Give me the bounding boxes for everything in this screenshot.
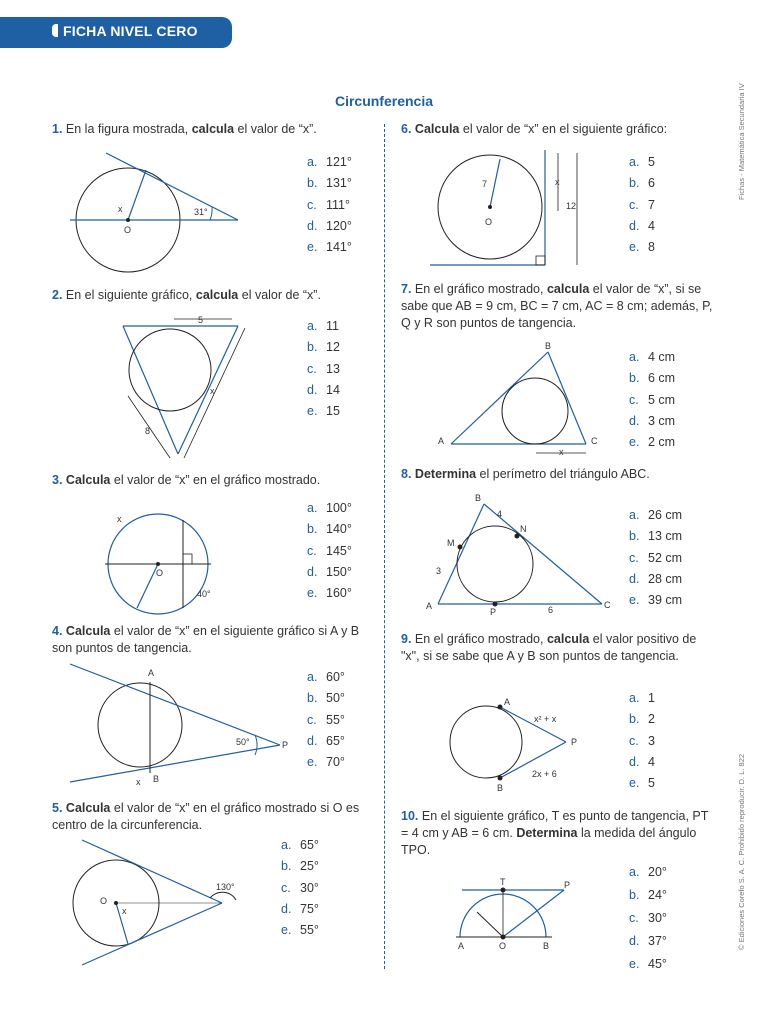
svg-text:x: x [555, 177, 560, 187]
side-caption-bottom: © Ediciones Corefo S. A. C. Prohibido reproducir. D. L. 822 [737, 753, 746, 950]
option-e: e. 8 [629, 240, 655, 255]
figure-q3 [105, 506, 225, 618]
option-a: a. 65° [281, 838, 319, 852]
question-number: 1. [52, 122, 63, 136]
options-q3 [307, 501, 352, 607]
svg-text:A: A [458, 941, 465, 951]
option-a: a. 121° [307, 155, 352, 169]
option-a: a. 60° [307, 670, 345, 684]
svg-text:C: C [604, 600, 611, 610]
svg-text:12: 12 [566, 201, 577, 211]
option-b: b. 140° [307, 522, 352, 537]
question-4: 4. Calcula el valor de “x” en el siguiente gráfico si A y B son puntos de tangencia. [52, 624, 360, 655]
option-c: c. 13 [307, 361, 340, 376]
options-q2 [307, 319, 340, 425]
question-10: 10. En el siguiente gráfico, T es punto de tangencia, PT = 4 cm y AB = 6 cm. Determina la medida del ángulo TPO. [401, 809, 709, 857]
figure-q7 [436, 340, 606, 460]
svg-text:M: M [447, 538, 455, 548]
option-e: e. 45° [629, 957, 667, 971]
figure-q1 [70, 148, 250, 276]
options-q5 [281, 838, 319, 944]
option-c: c. 30° [629, 911, 667, 925]
svg-text:B: B [475, 493, 482, 503]
question-5: 5. Calcula el valor de “x” en el gráfico mostrado si O es centro de la circunferencia. [52, 801, 360, 832]
option-a: a. 26 cm [629, 508, 683, 522]
svg-text:x: x [559, 447, 564, 457]
svg-text:B: B [497, 783, 504, 793]
option-e: e. 141° [307, 240, 352, 255]
figure-q10 [452, 875, 582, 951]
svg-text:x: x [117, 514, 122, 524]
question-text: el valor de “x”. [234, 122, 317, 136]
option-e: e. 55° [281, 923, 319, 938]
header-title: FICHA NIVEL CERO [63, 23, 198, 39]
option-d: d. 4 [629, 218, 655, 233]
svg-text:A: A [426, 601, 433, 611]
option-a: a. 5 [629, 155, 655, 169]
option-e: e. 160° [307, 586, 352, 601]
svg-text:x: x [136, 777, 141, 787]
svg-text:x: x [118, 204, 123, 214]
header-marker-icon [52, 24, 58, 37]
option-a: a. 20° [629, 865, 667, 879]
page-title: Circunferencia [334, 93, 434, 109]
svg-text:B: B [543, 941, 550, 951]
option-a: a. 100° [307, 501, 352, 515]
option-b: b. 13 cm [629, 529, 683, 544]
option-e: e. 2 cm [629, 435, 676, 450]
option-b: b. 12 [307, 340, 340, 355]
options-q6 [629, 155, 655, 261]
option-c: c. 7 [629, 197, 655, 212]
option-d: d. 120° [307, 218, 352, 233]
svg-text:5: 5 [198, 315, 204, 325]
figure-q2 [118, 314, 253, 462]
svg-text:31°: 31° [194, 207, 208, 217]
svg-text:O: O [100, 896, 108, 906]
svg-text:O: O [124, 225, 132, 235]
option-b: b. 6 cm [629, 371, 676, 386]
figure-q5 [70, 840, 248, 968]
question-9: 9. En el gráfico mostrado, calcula el valor positivo de "x", si se sabe que A y B son puntos de tangencia. [401, 632, 697, 663]
svg-text:P: P [564, 880, 571, 890]
option-c: c. 52 cm [629, 550, 683, 565]
figure-q8 [424, 490, 620, 616]
option-d: d. 4 [629, 754, 655, 769]
option-b: b. 2 [629, 712, 655, 727]
svg-text:A: A [438, 436, 445, 446]
question-3: 3. Calcula el valor de “x” en el gráfico mostrado. [52, 473, 321, 487]
svg-text:2x + 6: 2x + 6 [532, 769, 557, 779]
svg-text:C: C [591, 436, 598, 446]
svg-text:P: P [282, 740, 289, 750]
svg-text:3: 3 [436, 566, 442, 576]
option-c: c. 5 cm [629, 392, 676, 407]
question-1 [52, 121, 372, 138]
svg-text:B: B [545, 341, 552, 351]
svg-text:x: x [210, 386, 215, 396]
question-verb: calcula [191, 122, 235, 136]
svg-text:50°: 50° [236, 737, 250, 747]
svg-text:T: T [500, 877, 506, 887]
option-e: e. 70° [307, 755, 345, 770]
option-a: a. 11 [307, 319, 339, 333]
svg-text:P: P [490, 607, 497, 617]
option-c: c. 30° [281, 880, 319, 895]
svg-text:P: P [571, 737, 578, 747]
svg-text:130°: 130° [216, 882, 235, 892]
svg-text:B: B [153, 774, 160, 784]
options-q1 [307, 155, 352, 261]
question-2: 2. En el siguiente gráfico, calcula el valor de “x”. [52, 288, 321, 302]
svg-text:O: O [156, 568, 164, 578]
svg-text:x² + x: x² + x [534, 714, 557, 724]
question-text: En la figura mostrada, [65, 122, 192, 136]
figure-q6 [430, 145, 590, 270]
svg-text:A: A [148, 668, 155, 678]
svg-text:6: 6 [548, 605, 554, 615]
option-a: a. 1 [629, 691, 655, 705]
option-e: e. 5 [629, 776, 655, 791]
option-d: d. 28 cm [629, 571, 683, 586]
svg-text:7: 7 [482, 179, 488, 189]
side-caption-top: Fichas - Matemática Secundaria IV [737, 83, 746, 200]
options-q9 [629, 691, 655, 797]
option-c: c. 111° [307, 197, 350, 212]
option-d: d. 150° [307, 564, 352, 579]
svg-text:O: O [485, 217, 493, 227]
options-q4 [307, 670, 345, 776]
option-d: d. 65° [307, 733, 345, 748]
option-d: d. 37° [629, 934, 667, 948]
options-q8 [629, 508, 682, 614]
option-b: b. 6 [629, 176, 655, 191]
option-d: d. 14 [307, 382, 340, 397]
svg-text:4: 4 [497, 509, 503, 519]
option-d: d. 75° [281, 901, 319, 916]
svg-text:8: 8 [145, 426, 151, 436]
column-divider [384, 124, 385, 969]
option-c: c. 3 [629, 733, 655, 748]
option-b: b. 131° [307, 176, 352, 191]
figure-q4 [70, 662, 295, 786]
svg-text:N: N [520, 524, 527, 534]
option-e: e. 15 [307, 404, 340, 419]
option-c: c. 145° [307, 543, 352, 558]
question-8: 8. Determina el perímetro del triángulo ABC. [401, 467, 650, 481]
option-d: d. 3 cm [629, 413, 676, 428]
question-6: 6. Calcula el valor de “x” en el siguiente gráfico: [401, 122, 668, 136]
options-q7 [629, 350, 675, 456]
svg-text:O: O [499, 941, 507, 951]
question-7: 7. En el gráfico mostrado, calcula el valor de “x”, si se sabe que AB = 9 cm, BC = 7 cm, AC = 8 cm; además, P, Q y R son puntos de tangencia. [401, 282, 713, 330]
figure-q9 [448, 692, 588, 796]
option-e: e. 39 cm [629, 593, 683, 608]
option-b: b. 25° [281, 859, 319, 874]
option-a: a. 4 cm [629, 350, 676, 364]
options-q10 [629, 865, 667, 980]
svg-text:x: x [122, 906, 127, 916]
option-b: b. 50° [307, 691, 345, 706]
svg-text:A: A [504, 697, 511, 707]
svg-text:40°: 40° [197, 589, 211, 599]
option-c: c. 55° [307, 712, 345, 727]
option-b: b. 24° [629, 888, 667, 902]
